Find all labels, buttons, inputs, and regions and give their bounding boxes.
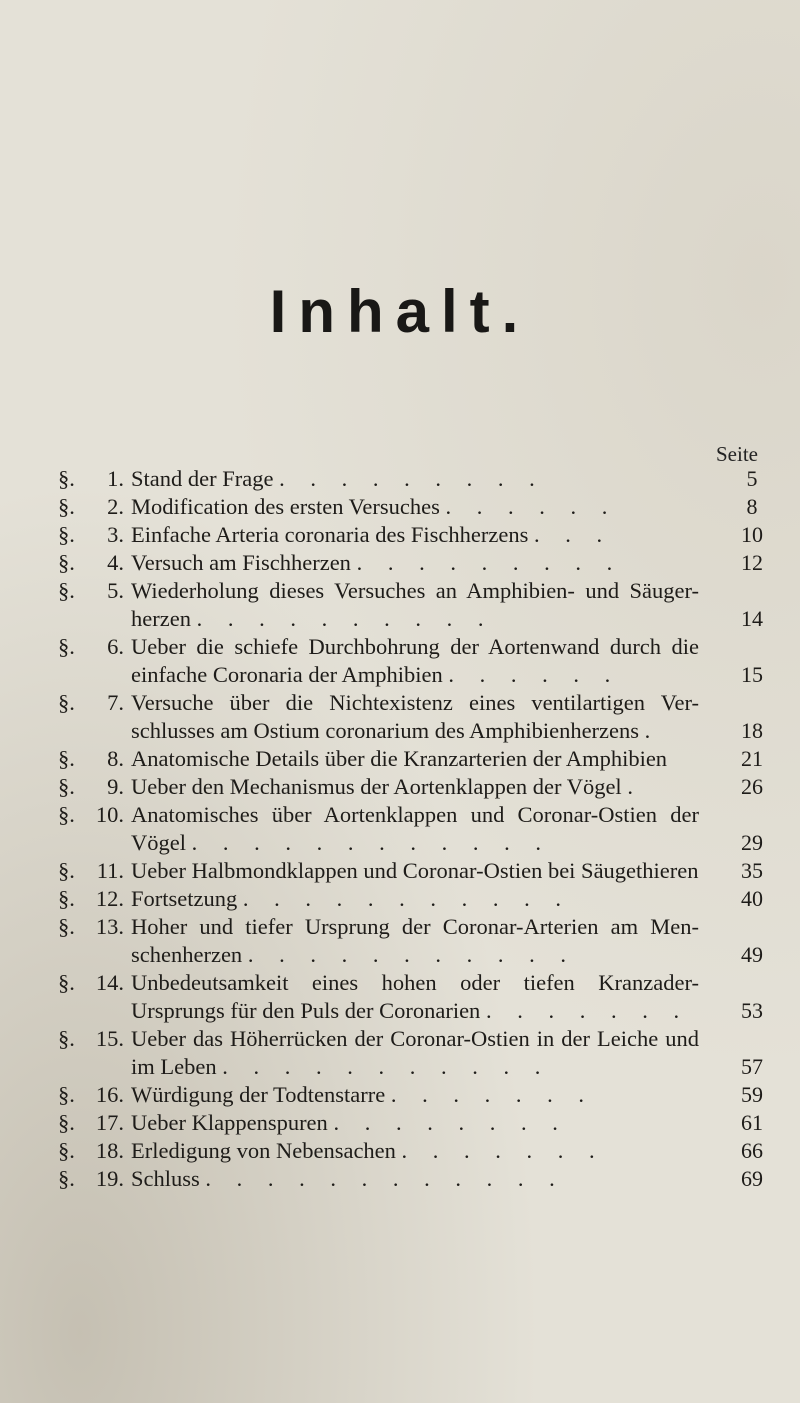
entry-page: 15 [741, 662, 763, 687]
entry-number: 10. [95, 802, 124, 827]
toc-entry [58, 1025, 790, 1081]
section-sign: §. [58, 1138, 75, 1163]
entry-number: 8. [107, 746, 124, 771]
section-sign: §. [58, 914, 75, 939]
leader-dots: . . . . . . . . . [279, 466, 545, 491]
entry-page: 10 [741, 522, 763, 547]
entry-number: 2. [107, 494, 124, 519]
page-column-label: Seite [716, 442, 758, 466]
entry-page: 8 [746, 494, 758, 519]
entry-number: 18. [95, 1138, 124, 1163]
toc-entry [58, 745, 790, 773]
entry-number: 14. [95, 970, 124, 995]
leader-dots: . . . . . . [448, 662, 621, 687]
leader-dots: . . . . . . . . . [356, 550, 623, 575]
entry-page: 40 [741, 886, 763, 911]
section-sign: §. [58, 746, 75, 771]
entry-number: 7. [107, 690, 124, 715]
entry-page: 21 [741, 746, 763, 771]
entry-page: 18 [741, 718, 763, 743]
table-of-contents [58, 465, 790, 1193]
section-sign: §. [58, 802, 75, 827]
leader-dots: . [627, 774, 643, 799]
section-sign: §. [58, 970, 75, 995]
entry-title: Versuche über die Nichtexistenz eines ventilartigen Ver-schlusses am Ostium coronarium des Amphibienherzens [131, 690, 699, 743]
section-sign: §. [58, 1026, 75, 1051]
toc-entry [58, 465, 790, 493]
leader-dots: . . . . . . . . . . . [247, 942, 576, 967]
page-title: Inhalt. [269, 278, 531, 345]
section-sign: §. [58, 550, 75, 575]
toc-entry [58, 1165, 790, 1193]
section-sign: §. [58, 494, 75, 519]
entry-title: Erledigung von Nebensachen [131, 1138, 396, 1163]
leader-dots: . . . . . . . . . . . [242, 886, 571, 911]
entry-title: Versuch am Fischherzen [131, 550, 351, 575]
section-sign: §. [58, 1082, 75, 1107]
toc-entry [58, 913, 790, 969]
entry-title: Stand der Frage [131, 466, 274, 491]
leader-dots: . . . . . . . . . . [196, 606, 494, 631]
entry-number: 11. [96, 858, 124, 883]
entry-title: Hoher und tiefer Ursprung der Coronar-Arterien am Men-schenherzen [131, 914, 699, 967]
entry-number: 19. [95, 1166, 124, 1191]
entry-title: Unbedeutsamkeit eines hohen oder tiefen Kranzader-Ursprungs für den Puls der Coronarien [131, 970, 699, 1023]
leader-dots: . . . . . . . . . . . . [191, 830, 551, 855]
leader-dots: . . . . . . . . [333, 1110, 568, 1135]
entry-page: 14 [741, 606, 763, 631]
section-sign: §. [58, 634, 75, 659]
toc-entry [58, 801, 790, 857]
entry-page: 5 [746, 466, 758, 491]
entry-title: Anatomisches über Aortenklappen und Coronar-Ostien der Vögel [131, 802, 699, 855]
entry-number: 17. [95, 1110, 124, 1135]
entry-page: 35 [741, 858, 763, 883]
toc-entry [58, 549, 790, 577]
entry-title: Ueber den Mechanismus der Aortenklappen der Vögel [131, 774, 622, 799]
entry-number: 3. [107, 522, 124, 547]
entry-page: 66 [741, 1138, 763, 1163]
leader-dots: . . . . . . . [390, 1082, 594, 1107]
leader-dots: . . . . . . . . . . . [222, 1054, 551, 1079]
entry-number: 15. [95, 1026, 124, 1051]
section-sign: §. [58, 774, 75, 799]
entry-number: 13. [95, 914, 124, 939]
toc-entry [58, 633, 790, 689]
entry-title: Fortsetzung [131, 886, 238, 911]
toc-entry [58, 1081, 790, 1109]
leader-dots: . . . . . . . [401, 1138, 605, 1163]
section-sign: §. [58, 690, 75, 715]
entry-number: 9. [107, 774, 124, 799]
section-sign: §. [58, 522, 75, 547]
entry-title: Ueber Halbmondklappen und Coronar-Ostien bei Säugethieren [131, 858, 699, 883]
leader-dots: . . . . . . . [485, 998, 690, 1023]
toc-entry [58, 493, 790, 521]
entry-number: 4. [107, 550, 124, 575]
toc-entry [58, 969, 790, 1025]
section-sign: §. [58, 1166, 75, 1191]
entry-number: 16. [95, 1082, 124, 1107]
leader-dots: . [644, 718, 661, 743]
entry-title: Schluss [131, 1166, 200, 1191]
entry-page: 61 [741, 1110, 763, 1135]
toc-entry [58, 521, 790, 549]
entry-page: 12 [741, 550, 763, 575]
leader-dots: . . . . . . . . . . . . [205, 1166, 565, 1191]
entry-page: 57 [741, 1054, 763, 1079]
section-sign: §. [58, 578, 75, 603]
entry-number: 1. [107, 466, 124, 491]
leader-dots: . . . . . . [445, 494, 618, 519]
entry-title: Ueber das Höherrücken der Coronar-Ostien in der Leiche und im Leben [131, 1026, 699, 1079]
toc-entry [58, 857, 790, 885]
entry-page: 53 [741, 998, 763, 1023]
entry-title: Modification des ersten Versuches [131, 494, 440, 519]
entry-page: 69 [741, 1166, 763, 1191]
entry-title: Anatomische Details über die Kranzarterien der Amphibien [131, 746, 668, 771]
entry-title: Wiederholung dieses Versuches an Amphibien- und Säuger-herzen [131, 578, 699, 631]
entry-page: 59 [741, 1082, 763, 1107]
toc-entry [58, 885, 790, 913]
entry-title: Ueber die schiefe Durchbohrung der Aortenwand durch die einfache Coronaria der Amphibien [131, 634, 699, 687]
section-sign: §. [58, 1110, 75, 1135]
entry-title: Einfache Arteria coronaria des Fischherzens [131, 522, 529, 547]
entry-page: 29 [741, 830, 763, 855]
entry-title: Würdigung der Todtenstarre [131, 1082, 386, 1107]
toc-entry [58, 773, 790, 801]
toc-entry [58, 689, 790, 745]
entry-number: 6. [107, 634, 124, 659]
toc-entry [58, 577, 790, 633]
section-sign: §. [58, 886, 75, 911]
section-sign: §. [58, 858, 75, 883]
entry-title: Ueber Klappenspuren [131, 1110, 328, 1135]
entry-page: 49 [741, 942, 763, 967]
toc-entry [58, 1137, 790, 1165]
toc-entry [58, 1109, 790, 1137]
entry-number: 12. [95, 886, 124, 911]
leader-dots: . . . [533, 522, 613, 547]
entry-page: 26 [741, 774, 763, 799]
section-sign: §. [58, 466, 75, 491]
entry-number: 5. [107, 578, 124, 603]
